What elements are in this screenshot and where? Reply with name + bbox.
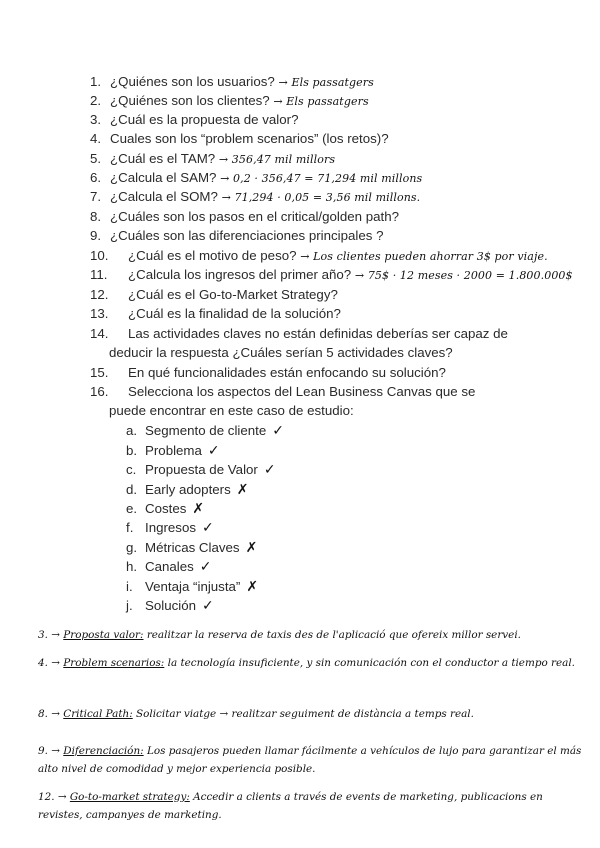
handwritten-note-9: 9. → Diferenciación: Los pasajeros pueden llamar fácilmente a vehículos de lujo para garantizar el más alto nivel de comodidad y mejor experiencia posible. bbox=[38, 745, 582, 775]
question-11: 11. ¿Calcula los ingresos del primer año? → 75$ · 12 meses · 2000 = 1.800.000$ bbox=[90, 267, 573, 282]
aspect-item: f. Ingresos ✓ bbox=[126, 520, 214, 536]
handwritten-answer: → Els passatgers bbox=[273, 95, 369, 108]
question-text: ¿Calcula el SOM? bbox=[110, 189, 218, 204]
cross-icon: ✗ bbox=[192, 501, 205, 517]
question-text: ¿Cuál es el Go-to-Market Strategy? bbox=[128, 287, 338, 302]
question-3: 3. ¿Cuál es la propuesta de valor? bbox=[90, 112, 299, 127]
handwritten-note-8: 8. → Critical Path: Solicitar viatge → realitzar seguiment de distància a temps real. bbox=[38, 708, 474, 720]
check-icon: ✓ bbox=[207, 443, 220, 459]
question-text-continued: deducir la respuesta ¿Cuáles serían 5 actividades claves? bbox=[109, 345, 453, 360]
aspect-item: i. Ventaja “injusta” ✗ bbox=[126, 579, 259, 595]
question-text: ¿Cuál es el motivo de peso? bbox=[128, 248, 297, 263]
handwritten-note-3: 3. → Proposta valor: realitzar la reserva de taxis des de l'aplicació que ofereix millor servei. bbox=[38, 629, 521, 641]
question-text: ¿Cuáles son los pasos en el critical/golden path? bbox=[110, 209, 400, 224]
cross-icon: ✗ bbox=[246, 579, 259, 595]
question-text: Cuales son los “problem scenarios” (los retos)? bbox=[110, 131, 389, 146]
check-icon: ✓ bbox=[272, 423, 284, 439]
handwritten-answer: → 75$ · 12 meses · 2000 = 1.800.000$ bbox=[354, 269, 573, 282]
aspect-item: c. Propuesta de Valor ✓ bbox=[126, 462, 276, 478]
question-text: ¿Calcula los ingresos del primer año? bbox=[128, 267, 352, 282]
question-text: Las actividades claves no están definidas deberías ser capaz de bbox=[128, 326, 508, 341]
question-text: ¿Calcula el SAM? bbox=[110, 170, 217, 185]
question-8: 8. ¿Cuáles son los pasos en el critical/golden path? bbox=[90, 209, 400, 224]
question-2: 2. ¿Quiénes son los clientes? → Els passatgers bbox=[90, 93, 369, 108]
question-6: 6. ¿Calcula el SAM? → 0,2 · 356,47 = 71,294 mil millons bbox=[90, 170, 423, 185]
question-14: 14. Las actividades claves no están definidas deberías ser capaz de deducir la respuesta ¿Cuáles serían 5 actividades claves? bbox=[90, 326, 508, 360]
question-text: En qué funcionalidades están enfocando su solución? bbox=[128, 365, 446, 380]
aspect-item: d. Early adopters ✗ bbox=[126, 482, 249, 498]
question-16: 16. Selecciona los aspectos del Lean Business Canvas que se puede encontrar en este caso de estudio: bbox=[90, 384, 476, 418]
question-7: 7. ¿Calcula el SOM? → 71,294 · 0,05 = 3,56 mil millons. bbox=[90, 189, 421, 204]
check-icon: ✓ bbox=[199, 559, 212, 575]
question-text: Selecciona los aspectos del Lean Business Canvas que se bbox=[128, 384, 476, 399]
question-text: ¿Quiénes son los clientes? bbox=[110, 93, 270, 108]
aspect-item: h. Canales ✓ bbox=[126, 559, 212, 575]
handwritten-answer: → 71,294 · 0,05 = 3,56 mil millons. bbox=[221, 191, 421, 204]
question-text: ¿Cuál es la finalidad de la solución? bbox=[128, 306, 341, 321]
check-icon: ✓ bbox=[202, 520, 214, 536]
aspect-item: a. Segmento de cliente ✓ bbox=[126, 423, 284, 439]
question-10: 10. ¿Cuál es el motivo de peso? → Los clientes pueden ahorrar 3$ por viaje. bbox=[90, 248, 548, 263]
handwritten-answer: → Els passatgers bbox=[278, 76, 374, 89]
question-4: 4. Cuales son los “problem scenarios” (los retos)? bbox=[90, 131, 389, 146]
question-text-continued: puede encontrar en este caso de estudio: bbox=[109, 403, 354, 418]
check-icon: ✓ bbox=[202, 598, 214, 614]
question-text: ¿Quiénes son los usuarios? bbox=[110, 74, 275, 89]
handwritten-answer: → 0,2 · 356,47 = 71,294 mil millons bbox=[220, 172, 423, 185]
question-15: 15. En qué funcionalidades están enfocando su solución? bbox=[90, 365, 446, 380]
check-icon: ✓ bbox=[263, 462, 276, 478]
aspect-item: g. Métricas Claves ✗ bbox=[126, 540, 258, 556]
handwritten-answer: → 356,47 mil millors bbox=[218, 153, 336, 166]
question-1: 1. ¿Quiénes son los usuarios? → Els passatgers bbox=[90, 74, 374, 89]
question-text: ¿Cuáles son las diferenciaciones principales ? bbox=[110, 228, 384, 243]
handwritten-note-4: 4. → Problem scenarios: la tecnología insuficiente, y sin comunicación con el conductor a tiempo real. bbox=[38, 657, 575, 669]
question-5: 5. ¿Cuál es el TAM? → 356,47 mil millors bbox=[90, 151, 336, 166]
cross-icon: ✗ bbox=[236, 482, 249, 498]
question-13: 13. ¿Cuál es la finalidad de la solución? bbox=[90, 306, 341, 321]
question-text: ¿Cuál es la propuesta de valor? bbox=[110, 112, 299, 127]
question-12: 12. ¿Cuál es el Go-to-Market Strategy? bbox=[90, 287, 338, 302]
aspect-item: b. Problema ✓ bbox=[126, 443, 220, 459]
handwritten-answer: → Los clientes pueden ahorrar 3$ por viaje. bbox=[300, 250, 548, 263]
question-text: ¿Cuál es el TAM? bbox=[110, 151, 216, 166]
aspect-item: e. Costes ✗ bbox=[126, 501, 205, 517]
handwritten-note-12: 12. → Go-to-market strategy: Accedir a clients a través de events de marketing, publicacions en revistes, campanyes de marketing. bbox=[38, 791, 543, 821]
aspect-item: j. Solución ✓ bbox=[126, 598, 214, 614]
question-9: 9. ¿Cuáles son las diferenciaciones principales ? bbox=[90, 228, 384, 243]
cross-icon: ✗ bbox=[245, 540, 258, 556]
